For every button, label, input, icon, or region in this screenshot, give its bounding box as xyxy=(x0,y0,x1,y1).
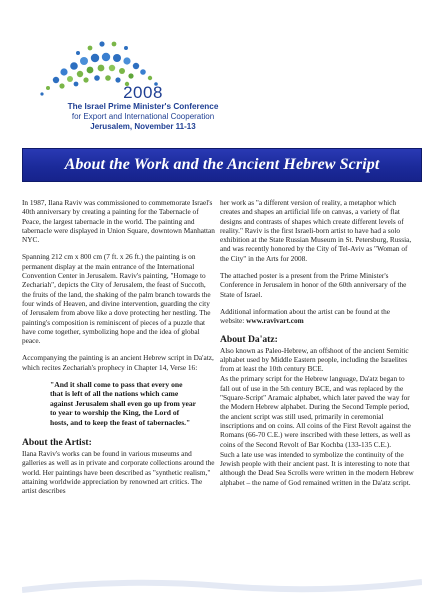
website-link[interactable]: www.ravivart.com xyxy=(246,316,304,326)
artist-description-paragraph: her work as "a different version of reality, a metaphor which creates and shapes an artificial life on canvas, a variety of flat designs and contrasts of shapes which create different levels of reality." Raviv is the first Israeli-born artist to have had a solo exhibition at the State Russian Museum in St. Petersburg, Russia, and was recently honored by the City of Tel-Aviv as "Woman of the City" in the Arts for 2008. xyxy=(220,198,412,263)
zechariah-quote: "And it shall come to pass that every one that is left of all the nations which came against Jerusalem shall even go up from year to year to worship the King, the Lord of hosts, and to keep the feast of tabernacles." xyxy=(50,380,196,427)
script-paragraph: Accompanying the painting is an ancient Hebrew script in Da'atz, which recites Zechariah's prophecy in Chapter 14, Verse 16: xyxy=(22,353,214,372)
conference-subtitle: for Export and International Cooperation xyxy=(71,112,215,121)
website-text: Additional information about the artist can be found at the website: xyxy=(220,306,391,326)
conference-title: The Israel Prime Minister's Conference xyxy=(67,102,219,111)
website-paragraph xyxy=(220,307,414,326)
daatz-continuity-paragraph: Such a late use was intended to symbolize the continuity of the Jewish people with their ancient past. It is interesting to note that although the Dead Sea Scrolls were written in the modern Hebrew alphabet – the name of God remained written in the Da'atz script. xyxy=(220,449,414,487)
right-column xyxy=(220,198,414,488)
artist-paragraph: Ilana Raviv's works can be found in various museums and galleries as well as in private and corporate collections around the world. Her paintings have been described as "synthetic realism," attaining worldwide appreciation by renowned art critics. The artist describes xyxy=(22,449,215,496)
painting-paragraph: Spanning 212 cm x 800 cm (7 ft. x 26 ft.) the painting is on permanent display at the main entrance of the International Convention Center in Jerusalem. Raviv's painting, "Homage to Zechariah", depicts the City of Jerusalem, the feast of Succoth, the fruits of the land, the shaking of the palm branch towards the four winds of Heaven, and divine intervention, guarding the city of Jerusalem from above like a dove protecting her nestling. The painting's composition is reminiscent of pieces of a puzzle that have come together, symbolizing hope and the idea of global peace. xyxy=(22,252,211,346)
decorative-watermark xyxy=(22,572,422,596)
artist-heading: About the Artist: xyxy=(22,437,92,449)
conference-info xyxy=(28,84,258,132)
left-column xyxy=(22,198,215,504)
daatz-intro-paragraph: Also known as Paleo-Hebrew, an offshoot of the ancient Semitic alphabet used by Middle Eastern people, including the Israelites from at least the 10th century BCE. xyxy=(220,345,409,374)
conference-date: Jerusalem, November 11-13 xyxy=(90,121,196,131)
daatz-history-paragraph: As the primary script for the Hebrew language, Da'atz began to fall out of use in the 5th century BCE, and was replaced by the "Square-Script" Aramaic alphabet, which later paved the way for the Modern Hebrew alphabet. During the Second Temple period, the ancient script was still used, primarily in ceremonial inscriptions and on coins. All coins of the First Revolt against the Romans (66-70 C.E.) were inscribed with these letters, as well as coins of the Second Revolt of Bar Kochba (133-135 C.E.). xyxy=(220,374,411,449)
intro-paragraph: In 1987, Ilana Raviv was commissioned to commemorate Israel's 40th anniversary by creating a painting for the Tabernacle of Peace, the largest tabernacle in the world. The painting and tabernacle were displayed in Union Square, downtown Manhattan NYC. xyxy=(22,198,215,245)
title-banner xyxy=(22,148,422,182)
banner-title: About the Work and the Ancient Hebrew Script xyxy=(64,156,380,173)
daatz-heading: About Da'atz: xyxy=(220,333,278,345)
poster-paragraph: The attached poster is a present from the Prime Minister's Conference in Jerusalem in honor of the 60th anniversary of the State of Israel. xyxy=(220,271,407,299)
conference-year: 2008 xyxy=(123,83,163,102)
